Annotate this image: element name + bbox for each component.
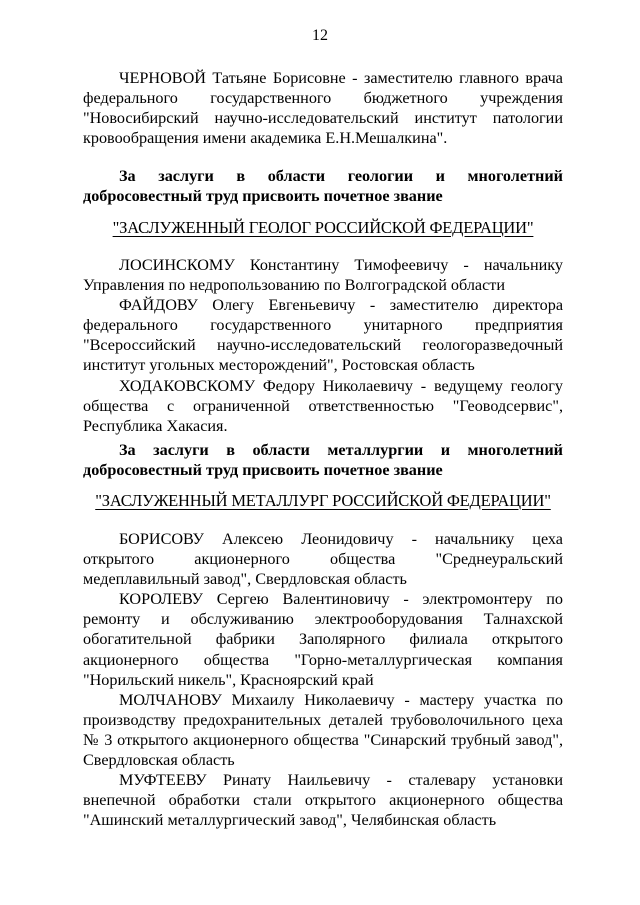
metallurgy-title-text: "ЗАСЛУЖЕННЫЙ МЕТАЛЛУРГ РОССИЙСКОЙ ФЕДЕРАЦИИ" [95, 491, 551, 510]
geology-person-2: ФАЙДОВУ Олегу Евгеньевичу - заместителю директора федерального государственного унитарного предприятия "Всероссийский научно-исследовательский геологоразведочный институт угольных месторождений", Ростовская область [83, 296, 563, 375]
metallurgy-person-2: КОРОЛЕВУ Сергею Валентиновичу - электромонтеру по ремонту и обслуживанию электрооборудования Талнахской обогатительной фабрики Заполярного филиала открытого акционерного общества "Горно-металлургическая компания "Норильский никель", Красноярский край [83, 590, 563, 689]
metallurgy-people [83, 529, 563, 830]
metallurgy-heading: За заслуги в области металлургии и многолетний добросовестный труд присвоить почетное звание [83, 441, 563, 480]
intro-paragraph: ЧЕРНОВОЙ Татьяне Борисовне - заместителю главного врача федерального государственного бюджетного учреждения "Новосибирский научно-исследовательский институт патологии кровообращения имени академика Е.Н.Мешалкина". [83, 69, 563, 148]
geology-heading: За заслуги в области геологии и многолетний добросовестный труд присвоить почетное звание [83, 167, 563, 206]
geology-person-3: ХОДАКОВСКОМУ Федору Николаевичу - ведущему геологу общества с ограниченной ответственностью "Геоводсервис", Республика Хакасия. [83, 376, 563, 435]
metallurgy-person-4: МУФТЕЕВУ Ринату Наильевичу - сталевару установки внепечной обработки стали открытого акционерного общества "Ашинский металлургический завод", Челябинская область [83, 771, 563, 830]
geology-people [83, 255, 563, 436]
metallurgy-person-1: БОРИСОВУ Алексею Леонидовичу - начальнику цеха открытого акционерного общества "Среднеуральский медеплавильный завод", Свердловская область [83, 530, 563, 589]
metallurgy-person-3: МОЛЧАНОВУ Михаилу Николаевичу - мастеру участка по производству предохранительных деталей трубоволочильного цеха № 3 открытого акционерного общества "Синарский трубный завод", Свердловская область [83, 690, 563, 770]
metallurgy-heading-section [83, 440, 563, 480]
metallurgy-title [83, 491, 563, 511]
intro-section [83, 68, 563, 148]
geology-title [83, 218, 563, 238]
geology-heading-section [83, 166, 563, 206]
geology-person-1: ЛОСИНСКОМУ Константину Тимофеевичу - начальнику Управления по недропользованию по Волгоградской области [83, 256, 563, 295]
geology-title-text: "ЗАСЛУЖЕННЫЙ ГЕОЛОГ РОССИЙСКОЙ ФЕДЕРАЦИИ" [112, 218, 534, 237]
page-number: 12 [312, 27, 328, 44]
